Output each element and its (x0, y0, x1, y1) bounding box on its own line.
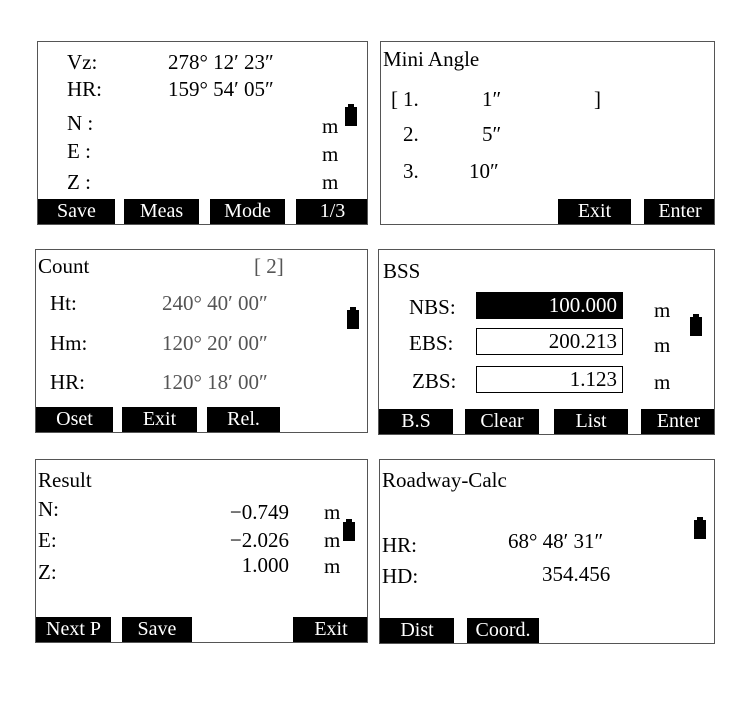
measure-panel (37, 41, 368, 225)
roadway-hr-label: HR: (382, 533, 418, 557)
n-unit: m (322, 114, 339, 138)
softkey-mode[interactable]: Mode (210, 199, 285, 224)
bss-panel (378, 249, 715, 435)
result-n-label: N: (38, 497, 59, 521)
battery-icon (690, 314, 702, 336)
count-title: Count (38, 254, 90, 278)
hr-label-count: HR: (50, 370, 86, 394)
softkey-coord[interactable]: Coord. (467, 618, 539, 643)
bss-title: BSS (383, 259, 421, 283)
result-z-label: Z: (38, 560, 57, 584)
ht-label: Ht: (50, 291, 77, 315)
result-e-unit: m (324, 528, 341, 552)
softkey-dist[interactable]: Dist (380, 618, 454, 643)
zbs-input[interactable]: 1.123 (476, 366, 623, 393)
softkey-oset[interactable]: Oset (36, 407, 113, 432)
nbs-label: NBS: (409, 295, 456, 319)
zbs-unit: m (654, 370, 671, 394)
result-e-value: −2.026 (229, 528, 289, 552)
softkey-exit[interactable]: Exit (293, 617, 368, 642)
softkey-save[interactable]: Save (122, 617, 192, 642)
zbs-label: ZBS: (412, 369, 457, 393)
roadway-hr-value: 68° 48′ 31″ (508, 529, 604, 553)
n-label: N : (67, 111, 94, 135)
option-1-value[interactable]: 1″ (482, 87, 502, 111)
ebs-input[interactable]: 200.213 (476, 328, 623, 355)
ht-value: 240° 40′ 00″ (162, 291, 268, 315)
softkey-meas[interactable]: Meas (124, 199, 199, 224)
hr-value: 159° 54′ 05″ (168, 77, 274, 101)
softkey-enter[interactable]: Enter (644, 199, 715, 224)
roadway-title: Roadway-Calc (382, 468, 507, 492)
hm-label: Hm: (50, 331, 88, 355)
count-value: [ 2] (254, 254, 284, 278)
mini-angle-title: Mini Angle (383, 47, 480, 71)
ebs-label: EBS: (409, 331, 454, 355)
softkey-rel[interactable]: Rel. (207, 407, 280, 432)
bracket-close: ] (594, 87, 601, 111)
softkey-save[interactable]: Save (38, 199, 115, 224)
result-e-label: E: (38, 528, 57, 552)
battery-icon (694, 517, 706, 539)
battery-icon (347, 307, 359, 329)
option-2-value[interactable]: 5″ (482, 122, 502, 146)
option-2-num[interactable]: 2. (403, 122, 419, 146)
ebs-unit: m (654, 333, 671, 357)
softkey-clear[interactable]: Clear (465, 409, 539, 434)
roadway-calc-panel (379, 459, 715, 644)
softkey-exit[interactable]: Exit (122, 407, 197, 432)
softkey-bs[interactable]: B.S (379, 409, 453, 434)
z-unit: m (322, 170, 339, 194)
hr-value-count: 120° 18′ 00″ (162, 370, 268, 394)
roadway-hd-label: HD: (382, 564, 419, 588)
option-3-value[interactable]: 10″ (469, 159, 499, 183)
roadway-hd-value: 354.456 (542, 562, 611, 586)
z-label: Z : (67, 170, 91, 194)
mini-angle-panel (380, 41, 715, 225)
option-3-num[interactable]: 3. (403, 159, 419, 183)
vz-label: Vz: (67, 50, 98, 74)
softkey-enter[interactable]: Enter (641, 409, 715, 434)
result-n-unit: m (324, 500, 341, 524)
battery-icon (345, 104, 357, 126)
softkey-list[interactable]: List (554, 409, 628, 434)
nbs-unit: m (654, 298, 671, 322)
result-panel (35, 459, 368, 643)
result-title: Result (38, 468, 92, 492)
result-n-value: −0.749 (229, 500, 289, 524)
softkey-next-p[interactable]: Next P (36, 617, 111, 642)
softkey-page[interactable]: 1/3 (296, 199, 368, 224)
battery-icon (343, 519, 355, 541)
nbs-input[interactable]: 100.000 (476, 292, 623, 319)
hm-value: 120° 20′ 00″ (162, 331, 268, 355)
vz-value: 278° 12′ 23″ (168, 50, 274, 74)
result-z-unit: m (324, 554, 341, 578)
option-1-num[interactable]: 1. (403, 87, 419, 111)
e-unit: m (322, 142, 339, 166)
count-panel (35, 249, 368, 433)
result-z-value: 1.000 (241, 553, 289, 577)
softkey-exit[interactable]: Exit (558, 199, 631, 224)
e-label: E : (67, 139, 91, 163)
bracket-open: [ (391, 87, 398, 111)
hr-label: HR: (67, 77, 103, 101)
